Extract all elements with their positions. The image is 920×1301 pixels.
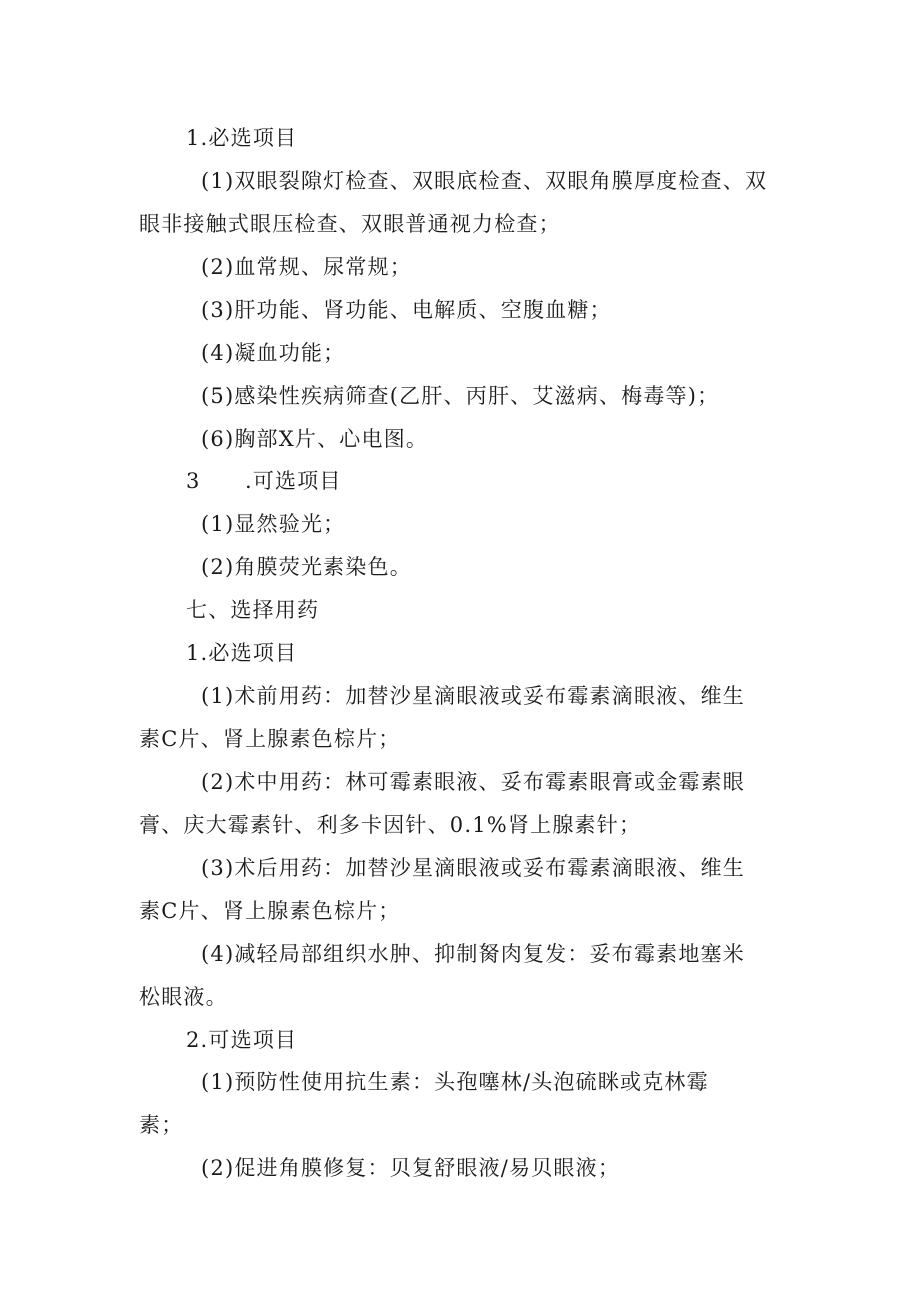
paragraph-line: 膏、庆大霉素针、利多卡因针、0.1%肾上腺素针；: [139, 813, 642, 837]
paragraph-line: (1)术前用药：加替沙星滴眼液或妥布霉素滴眼液、维生: [201, 684, 745, 708]
paragraph-line: 素；: [139, 1113, 184, 1137]
paragraph-line: (4)凝血功能；: [201, 341, 346, 365]
paragraph-line: 松眼液。: [139, 985, 228, 1009]
paragraph-line: (3)肝功能、肾功能、电解质、空腹血糖；: [201, 298, 612, 322]
heading-optional-items: 2.可选项目: [186, 1028, 298, 1052]
paragraph-line: 眼非接触式眼压检查、双眼普通视力检查；: [139, 212, 561, 236]
paragraph-line: (1)双眼裂隙灯检查、双眼底检查、双眼角膜厚度检查、双: [201, 169, 768, 193]
paragraph-line: (2)术中用药：林可霉素眼液、妥布霉素眼膏或金霉素眼: [201, 770, 745, 794]
paragraph-line: (3)术后用药：加替沙星滴眼液或妥布霉素滴眼液、维生: [201, 856, 745, 880]
paragraph-line: (2)血常规、尿常规；: [201, 255, 412, 279]
paragraph-line: (5)感染性疾病筛查(乙肝、丙肝、艾滋病、梅毒等)；: [201, 384, 720, 408]
heading-optional-items: 3 .可选项目: [186, 469, 342, 493]
paragraph-line: (2)促进角膜修复：贝复舒眼液/易贝眼液；: [201, 1156, 621, 1180]
section-heading: 七、选择用药: [186, 598, 320, 622]
paragraph-line: (1)显然验光；: [201, 512, 346, 536]
paragraph-line: (4)减轻局部组织水肿、抑制胬肉复发：妥布霉素地塞米: [201, 942, 745, 966]
paragraph-line: (6)胸部X片、心电图。: [201, 427, 429, 451]
heading-required-items: 1.必选项目: [186, 641, 298, 665]
paragraph-line: (1)预防性使用抗生素：头孢噻林/头泡硫眯或克林霉: [201, 1070, 709, 1094]
paragraph-line: 素C片、肾上腺素色棕片；: [139, 899, 401, 923]
paragraph-line: (2)角膜荧光素染色。: [201, 555, 412, 579]
paragraph-line: 素C片、肾上腺素色棕片；: [139, 727, 401, 751]
heading-required-items: 1.必选项目: [186, 126, 298, 150]
